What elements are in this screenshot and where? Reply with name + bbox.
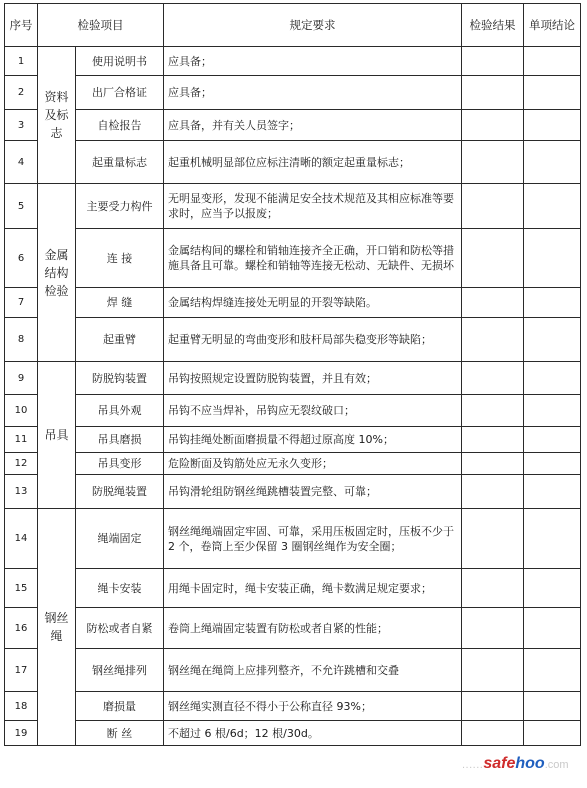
conclusion-cell[interactable]: [524, 721, 581, 746]
row-number: 8: [5, 318, 38, 362]
table-row: [5, 110, 581, 141]
row-number: 9: [5, 362, 38, 395]
table-row: [5, 649, 581, 692]
inspection-item: 防脱钩装置: [76, 362, 164, 395]
requirement-text: 卷筒上绳端固定装置有防松或者自紧的性能；: [164, 608, 462, 649]
result-cell[interactable]: [462, 692, 524, 721]
inspection-item: 断 丝: [76, 721, 164, 746]
header-no: 序号: [5, 4, 38, 47]
category-metal-structure: 金属结构检验: [38, 184, 76, 362]
requirement-text: 起重臂无明显的弯曲变形和肢杆局部失稳变形等缺陷；: [164, 318, 462, 362]
inspection-item: 焊 缝: [76, 288, 164, 318]
row-number: 11: [5, 427, 38, 453]
requirement-text: 钢丝绳绳端固定牢固、可靠，采用压板固定时，压板不少于 2 个，卷筒上至少保留 3 圈钢丝绳作为安全圈；: [164, 509, 462, 569]
table-row: [5, 608, 581, 649]
header-result: 检验结果: [462, 4, 524, 47]
inspection-item: 吊具磨损: [76, 427, 164, 453]
requirement-text: 吊钩按照规定设置防脱钩装置，并且有效；: [164, 362, 462, 395]
row-number: 18: [5, 692, 38, 721]
inspection-item: 绳卡安装: [76, 569, 164, 608]
result-cell[interactable]: [462, 76, 524, 110]
conclusion-cell[interactable]: [524, 569, 581, 608]
row-number: 3: [5, 110, 38, 141]
requirement-text: 无明显变形，发现不能满足安全技术规范及其相应标准等要求时，应当予以报废；: [164, 184, 462, 229]
requirement-text: 应具备；: [164, 47, 462, 76]
requirement-text: 吊钩挂绳处断面磨损量不得超过原高度 10%；: [164, 427, 462, 453]
requirement-text: 不超过 6 根/6d；12 根/30d。: [164, 721, 462, 746]
result-cell[interactable]: [462, 47, 524, 76]
result-cell[interactable]: [462, 569, 524, 608]
inspection-item: 绳端固定: [76, 509, 164, 569]
conclusion-cell[interactable]: [524, 184, 581, 229]
table-row: [5, 76, 581, 110]
inspection-item: 防脱绳装置: [76, 475, 164, 509]
result-cell[interactable]: [462, 362, 524, 395]
requirement-text: 应具备，并有关人员签字；: [164, 110, 462, 141]
category-docs: 资料及标志: [38, 47, 76, 184]
result-cell[interactable]: [462, 649, 524, 692]
table-row: [5, 288, 581, 318]
table-row: [5, 141, 581, 184]
conclusion-cell[interactable]: [524, 47, 581, 76]
result-cell[interactable]: [462, 110, 524, 141]
table-row: [5, 509, 581, 569]
header-row: [5, 4, 581, 47]
conclusion-cell[interactable]: [524, 475, 581, 509]
table-row: [5, 47, 581, 76]
requirement-text: 吊钩不应当焊补，吊钩应无裂纹破口；: [164, 395, 462, 427]
conclusion-cell[interactable]: [524, 453, 581, 475]
result-cell[interactable]: [462, 608, 524, 649]
result-cell[interactable]: [462, 721, 524, 746]
row-number: 13: [5, 475, 38, 509]
conclusion-cell[interactable]: [524, 362, 581, 395]
conclusion-cell[interactable]: [524, 692, 581, 721]
header-item: 检验项目: [38, 4, 164, 47]
site-watermark: ......safehoo.com: [462, 755, 569, 772]
row-number: 10: [5, 395, 38, 427]
header-conclusion: 单项结论: [524, 4, 581, 47]
inspection-item: 自检报告: [76, 110, 164, 141]
result-cell[interactable]: [462, 475, 524, 509]
row-number: 17: [5, 649, 38, 692]
conclusion-cell[interactable]: [524, 608, 581, 649]
row-number: 7: [5, 288, 38, 318]
table-row: [5, 475, 581, 509]
row-number: 6: [5, 229, 38, 288]
inspection-item: 防松或者自紧: [76, 608, 164, 649]
result-cell[interactable]: [462, 509, 524, 569]
inspection-item: 钢丝绳排列: [76, 649, 164, 692]
result-cell[interactable]: [462, 184, 524, 229]
requirement-text: 钢丝绳实测直径不得小于公称直径 93%；: [164, 692, 462, 721]
inspection-item: 吊具外观: [76, 395, 164, 427]
row-number: 16: [5, 608, 38, 649]
category-wire-rope: 钢丝绳: [38, 509, 76, 746]
table-row: [5, 453, 581, 475]
result-cell[interactable]: [462, 229, 524, 288]
header-requirement: 规定要求: [164, 4, 462, 47]
conclusion-cell[interactable]: [524, 395, 581, 427]
conclusion-cell[interactable]: [524, 288, 581, 318]
result-cell[interactable]: [462, 427, 524, 453]
inspection-table: [4, 3, 581, 746]
conclusion-cell[interactable]: [524, 110, 581, 141]
result-cell[interactable]: [462, 141, 524, 184]
conclusion-cell[interactable]: [524, 318, 581, 362]
requirement-text: 金属结构焊缝连接处无明显的开裂等缺陷。: [164, 288, 462, 318]
row-number: 4: [5, 141, 38, 184]
result-cell[interactable]: [462, 453, 524, 475]
inspection-item: 使用说明书: [76, 47, 164, 76]
row-number: 1: [5, 47, 38, 76]
conclusion-cell[interactable]: [524, 509, 581, 569]
conclusion-cell[interactable]: [524, 427, 581, 453]
row-number: 14: [5, 509, 38, 569]
requirement-text: 用绳卡固定时，绳卡安装正确，绳卡数满足规定要求；: [164, 569, 462, 608]
requirement-text: 危险断面及钩筋处应无永久变形；: [164, 453, 462, 475]
row-number: 2: [5, 76, 38, 110]
table-row: [5, 395, 581, 427]
table-row: [5, 318, 581, 362]
conclusion-cell[interactable]: [524, 229, 581, 288]
requirement-text: 金属结构间的螺栓和销轴连接齐全正确，开口销和防松等措施具备且可靠。螺栓和销轴等连接无松动、无缺件、无损坏: [164, 229, 462, 288]
row-number: 12: [5, 453, 38, 475]
table-row: [5, 184, 581, 229]
table-row: [5, 569, 581, 608]
inspection-item: 出厂合格证: [76, 76, 164, 110]
table-row: [5, 229, 581, 288]
row-number: 5: [5, 184, 38, 229]
inspection-item: 起重臂: [76, 318, 164, 362]
table-row: [5, 692, 581, 721]
requirement-text: 起重机械明显部位应标注清晰的额定起重量标志；: [164, 141, 462, 184]
conclusion-cell[interactable]: [524, 141, 581, 184]
conclusion-cell[interactable]: [524, 649, 581, 692]
inspection-item: 吊具变形: [76, 453, 164, 475]
category-hook: 吊具: [38, 362, 76, 509]
conclusion-cell[interactable]: [524, 76, 581, 110]
result-cell[interactable]: [462, 288, 524, 318]
inspection-item: 连 接: [76, 229, 164, 288]
result-cell[interactable]: [462, 395, 524, 427]
row-number: 15: [5, 569, 38, 608]
inspection-item: 主要受力构件: [76, 184, 164, 229]
inspection-item: 起重量标志: [76, 141, 164, 184]
requirement-text: 吊钩滑轮组防钢丝绳跳槽装置完整、可靠；: [164, 475, 462, 509]
requirement-text: 钢丝绳在绳筒上应排列整齐，不允许跳槽和交叠: [164, 649, 462, 692]
requirement-text: 应具备；: [164, 76, 462, 110]
table-row: [5, 427, 581, 453]
inspection-item: 磨损量: [76, 692, 164, 721]
table-row: [5, 721, 581, 746]
table-row: [5, 362, 581, 395]
result-cell[interactable]: [462, 318, 524, 362]
row-number: 19: [5, 721, 38, 746]
